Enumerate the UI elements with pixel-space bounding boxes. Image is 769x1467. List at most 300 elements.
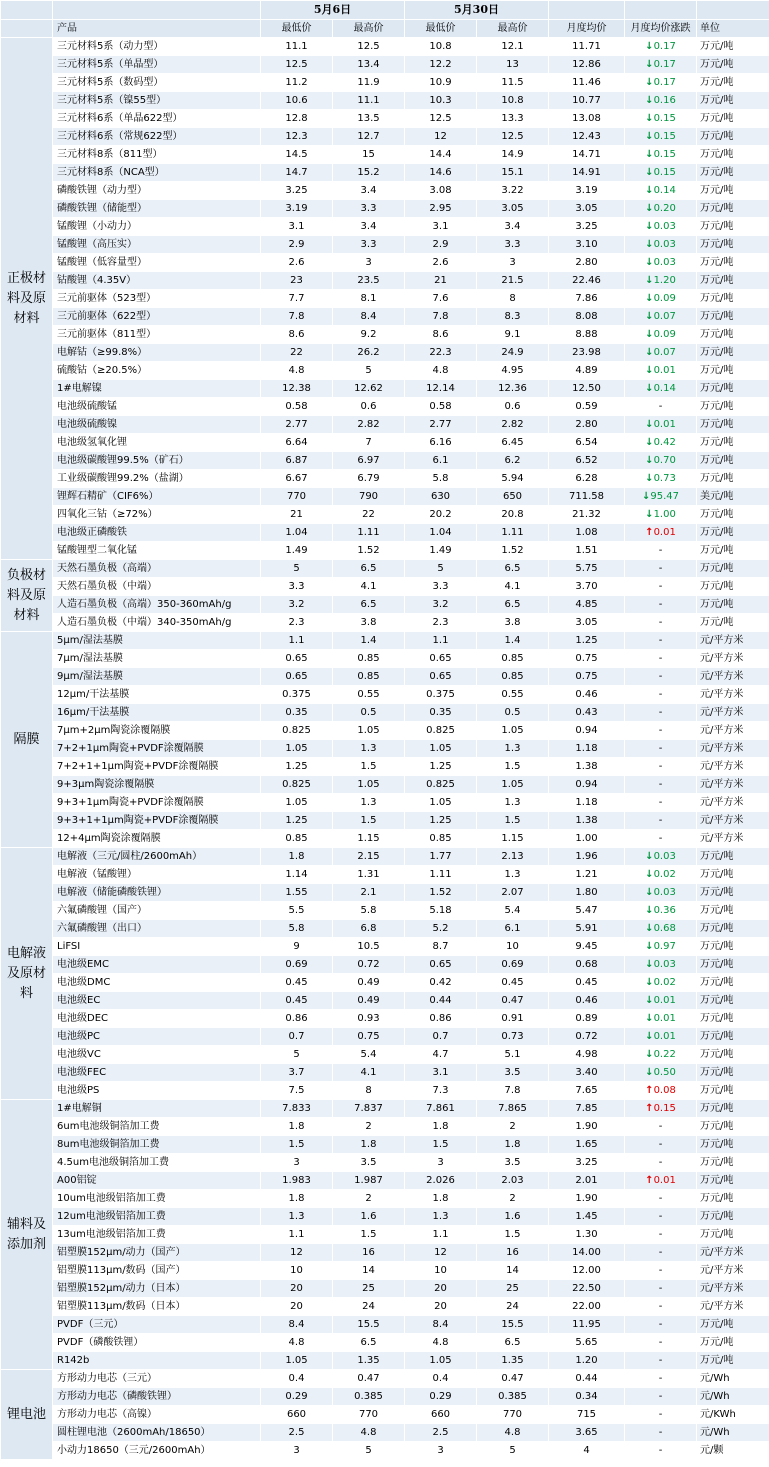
low-price-2: 0.58 (405, 398, 477, 416)
unit: 元/平方米 (697, 722, 769, 740)
high-price-1: 9.2 (333, 326, 405, 344)
monthly-change (625, 110, 697, 128)
high-price-2: 1.3 (477, 866, 549, 884)
change-value: - (658, 1445, 663, 1456)
monthly-change (625, 146, 697, 164)
arrow-down-icon: ↓ (645, 1013, 654, 1024)
high-price-1: 2 (333, 1118, 405, 1136)
monthly-change (625, 1136, 697, 1154)
high-price-1: 6.5 (333, 560, 405, 578)
table-row (1, 632, 769, 650)
high-price-2: 20.8 (477, 506, 549, 524)
monthly-avg: 12.00 (549, 1262, 625, 1280)
high-price-1: 790 (333, 488, 405, 506)
monthly-avg: 8.88 (549, 326, 625, 344)
arrow-down-icon: ↓ (645, 221, 654, 232)
monthly-change (625, 830, 697, 848)
low-price-2: 4.8 (405, 362, 477, 380)
table-row (1, 704, 769, 722)
low-price-1: 2.9 (261, 236, 333, 254)
arrow-down-icon: ↓ (645, 113, 654, 124)
high-price-2: 770 (477, 1406, 549, 1424)
high-price-2: 1.5 (477, 812, 549, 830)
low-price-1: 1.05 (261, 740, 333, 758)
header-blank (1, 20, 53, 38)
change-value: - (658, 1355, 663, 1366)
monthly-avg: 3.25 (549, 1154, 625, 1172)
change-value: 0.07 (653, 311, 676, 322)
table-row (1, 1298, 769, 1316)
monthly-change (625, 182, 697, 200)
low-price-2: 4.7 (405, 1046, 477, 1064)
low-price-1: 6.87 (261, 452, 333, 470)
product-name: 天然石墨负极（高端） (53, 560, 261, 578)
change-value: 0.73 (653, 473, 676, 484)
table-row (1, 398, 769, 416)
monthly-change (625, 218, 697, 236)
monthly-change (625, 416, 697, 434)
monthly-avg: 5.65 (549, 1334, 625, 1352)
high-price-2: 4.8 (477, 1424, 549, 1442)
change-value: - (658, 581, 663, 592)
monthly-change (625, 1226, 697, 1244)
high-price-2: 5.1 (477, 1046, 549, 1064)
high-price-1: 6.5 (333, 1334, 405, 1352)
change-value: - (658, 743, 663, 754)
arrow-down-icon: ↓ (645, 329, 654, 340)
table-row (1, 128, 769, 146)
high-price-1: 6.8 (333, 920, 405, 938)
high-price-1: 8.1 (333, 290, 405, 308)
low-price-1: 12.38 (261, 380, 333, 398)
low-price-1: 10 (261, 1262, 333, 1280)
table-row (1, 938, 769, 956)
monthly-avg: 3.10 (549, 236, 625, 254)
unit: 万元/吨 (697, 92, 769, 110)
unit: 万元/吨 (697, 56, 769, 74)
low-price-2: 1.05 (405, 1352, 477, 1370)
low-price-1: 6.67 (261, 470, 333, 488)
high-price-2: 12.5 (477, 128, 549, 146)
unit: 万元/吨 (697, 560, 769, 578)
monthly-avg: 3.40 (549, 1064, 625, 1082)
product-name: 16μm/干法基膜 (53, 704, 261, 722)
high-price-2: 0.385 (477, 1388, 549, 1406)
unit: 万元/吨 (697, 200, 769, 218)
monthly-avg: 14.91 (549, 164, 625, 182)
low-price-1: 23 (261, 272, 333, 290)
unit: 万元/吨 (697, 1028, 769, 1046)
high-price-1: 1.11 (333, 524, 405, 542)
high-price-2: 6.45 (477, 434, 549, 452)
unit: 万元/吨 (697, 380, 769, 398)
monthly-avg: 1.20 (549, 1352, 625, 1370)
low-price-2: 0.7 (405, 1028, 477, 1046)
low-price-2: 1.8 (405, 1190, 477, 1208)
arrow-down-icon: ↓ (645, 887, 654, 898)
low-price-1: 0.825 (261, 776, 333, 794)
monthly-avg: 9.45 (549, 938, 625, 956)
change-value: - (658, 599, 663, 610)
low-price-1: 1.14 (261, 866, 333, 884)
product-name: 锰酸锂（小动力） (53, 218, 261, 236)
low-price-1: 1.1 (261, 1226, 333, 1244)
arrow-down-icon: ↓ (645, 995, 654, 1006)
table-row (1, 1370, 769, 1388)
product-name: 四氧化三钴（≥72%） (53, 506, 261, 524)
unit: 元/平方米 (697, 776, 769, 794)
table-row (1, 1100, 769, 1118)
monthly-change (625, 272, 697, 290)
change-value: 0.15 (653, 149, 676, 160)
monthly-avg: 14.71 (549, 146, 625, 164)
monthly-change (625, 488, 697, 506)
monthly-avg: 22.00 (549, 1298, 625, 1316)
monthly-avg: 21.32 (549, 506, 625, 524)
product-name: LiFSI (53, 938, 261, 956)
arrow-down-icon: ↓ (645, 95, 654, 106)
high-price-1: 11.9 (333, 74, 405, 92)
low-price-2: 1.52 (405, 884, 477, 902)
low-price-1: 20 (261, 1298, 333, 1316)
monthly-avg: 12.50 (549, 380, 625, 398)
monthly-avg: 0.75 (549, 650, 625, 668)
monthly-avg: 14.00 (549, 1244, 625, 1262)
monthly-avg: 1.80 (549, 884, 625, 902)
high-price-1: 4.8 (333, 1424, 405, 1442)
low-price-2: 6.1 (405, 452, 477, 470)
arrow-down-icon: ↓ (645, 203, 654, 214)
unit: 万元/吨 (697, 920, 769, 938)
table-row (1, 1406, 769, 1424)
high-price-2: 1.05 (477, 776, 549, 794)
product-name: 电池级氢氧化锂 (53, 434, 261, 452)
change-value: 0.01 (653, 1175, 676, 1186)
low-price-1: 3 (261, 1442, 333, 1460)
change-value: 0.68 (653, 923, 676, 934)
low-price-1: 1.8 (261, 1190, 333, 1208)
unit: 万元/吨 (697, 1118, 769, 1136)
table-row (1, 740, 769, 758)
low-price-2: 7.861 (405, 1100, 477, 1118)
product-name: 12+4μm陶瓷涂覆隔膜 (53, 830, 261, 848)
low-price-2: 2.95 (405, 200, 477, 218)
monthly-avg: 11.95 (549, 1316, 625, 1334)
monthly-change (625, 542, 697, 560)
high-price-1: 7 (333, 434, 405, 452)
low-price-2: 0.825 (405, 776, 477, 794)
table-row (1, 1226, 769, 1244)
low-price-1: 2.5 (261, 1424, 333, 1442)
table-row (1, 182, 769, 200)
high-price-2: 14.9 (477, 146, 549, 164)
change-value: - (658, 1373, 663, 1384)
product-name: 圆柱锂电池（2600mAh/18650） (53, 1424, 261, 1442)
change-value: 95.47 (650, 491, 680, 502)
product-name: 人造石墨负极（中端）340-350mAh/g (53, 614, 261, 632)
product-name: 12μm/干法基膜 (53, 686, 261, 704)
monthly-change (625, 1100, 697, 1118)
category-cell: 正极材料及原材料 (1, 38, 53, 560)
low-price-2: 3 (405, 1154, 477, 1172)
category-cell: 辅料及添加剂 (1, 1100, 53, 1370)
high-price-1: 1.3 (333, 740, 405, 758)
col-monthly-avg: 月度均价 (549, 20, 625, 38)
product-name: 电池级正磷酸铁 (53, 524, 261, 542)
low-price-2: 1.25 (405, 758, 477, 776)
change-value: - (658, 1139, 663, 1150)
monthly-change (625, 848, 697, 866)
change-value: - (658, 563, 663, 574)
change-value: - (658, 635, 663, 646)
low-price-2: 0.65 (405, 668, 477, 686)
monthly-avg: 2.01 (549, 1172, 625, 1190)
monthly-avg: 12.43 (549, 128, 625, 146)
header-blank (625, 1, 697, 20)
high-price-2: 5 (477, 1442, 549, 1460)
low-price-2: 1.11 (405, 866, 477, 884)
monthly-change (625, 578, 697, 596)
high-price-2: 2 (477, 1118, 549, 1136)
change-value: 0.03 (653, 851, 676, 862)
low-price-2: 10 (405, 1262, 477, 1280)
low-price-2: 21 (405, 272, 477, 290)
monthly-avg: 5.91 (549, 920, 625, 938)
product-name: 三元材料6系（常规622型） (53, 128, 261, 146)
high-price-2: 1.6 (477, 1208, 549, 1226)
product-name: 7+2+1μm陶瓷+PVDF涂覆隔膜 (53, 740, 261, 758)
high-price-1: 0.85 (333, 650, 405, 668)
monthly-avg: 10.77 (549, 92, 625, 110)
monthly-change (625, 236, 697, 254)
monthly-change (625, 1064, 697, 1082)
high-price-2: 0.45 (477, 974, 549, 992)
low-price-1: 0.86 (261, 1010, 333, 1028)
table-row (1, 290, 769, 308)
high-price-2: 7.8 (477, 1082, 549, 1100)
low-price-1: 0.825 (261, 722, 333, 740)
high-price-1: 13.5 (333, 110, 405, 128)
table-row (1, 164, 769, 182)
monthly-change (625, 290, 697, 308)
product-name: 电池级PS (53, 1082, 261, 1100)
arrow-down-icon: ↓ (645, 941, 654, 952)
arrow-down-icon: ↓ (645, 167, 654, 178)
change-value: - (658, 797, 663, 808)
table-row (1, 92, 769, 110)
low-price-1: 1.05 (261, 1352, 333, 1370)
low-price-1: 6.64 (261, 434, 333, 452)
monthly-avg: 3.05 (549, 200, 625, 218)
table-row (1, 1280, 769, 1298)
arrow-down-icon: ↓ (645, 473, 654, 484)
high-price-2: 2.07 (477, 884, 549, 902)
monthly-avg: 22.46 (549, 272, 625, 290)
table-row (1, 1262, 769, 1280)
monthly-avg: 6.52 (549, 452, 625, 470)
high-price-1: 2.15 (333, 848, 405, 866)
table-row (1, 542, 769, 560)
low-price-1: 1.25 (261, 812, 333, 830)
low-price-1: 7.5 (261, 1082, 333, 1100)
product-name: 硫酸钴（≥20.5%） (53, 362, 261, 380)
low-price-2: 1.25 (405, 812, 477, 830)
arrow-down-icon: ↓ (645, 437, 654, 448)
low-price-2: 0.65 (405, 956, 477, 974)
low-price-2: 2.77 (405, 416, 477, 434)
low-price-2: 3.1 (405, 1064, 477, 1082)
monthly-change (625, 1190, 697, 1208)
high-price-1: 3.4 (333, 218, 405, 236)
unit: 万元/吨 (697, 1226, 769, 1244)
high-price-1: 1.5 (333, 812, 405, 830)
high-price-2: 0.69 (477, 956, 549, 974)
low-price-2: 5 (405, 560, 477, 578)
change-value: 0.09 (653, 293, 676, 304)
low-price-1: 0.65 (261, 650, 333, 668)
low-price-2: 3.1 (405, 218, 477, 236)
table-row (1, 650, 769, 668)
high-price-1: 25 (333, 1280, 405, 1298)
unit: 万元/吨 (697, 182, 769, 200)
product-name: 工业级碳酸锂99.2%（盐湖） (53, 470, 261, 488)
unit: 万元/吨 (697, 992, 769, 1010)
change-value: - (658, 617, 663, 628)
product-name: 六氟磷酸锂（出口） (53, 920, 261, 938)
product-name: 三元材料5系（动力型） (53, 38, 261, 56)
monthly-change (625, 1010, 697, 1028)
low-price-1: 0.4 (261, 1370, 333, 1388)
table-row (1, 758, 769, 776)
monthly-change (625, 1406, 697, 1424)
table-row (1, 686, 769, 704)
high-price-2: 6.1 (477, 920, 549, 938)
high-price-1: 1.52 (333, 542, 405, 560)
high-price-1: 4.1 (333, 578, 405, 596)
product-name: 12um电池级铝箔加工费 (53, 1208, 261, 1226)
low-price-1: 11.2 (261, 74, 333, 92)
category-cell: 负极材料及原材料 (1, 560, 53, 632)
monthly-avg: 22.50 (549, 1280, 625, 1298)
change-value: 0.03 (653, 239, 676, 250)
col-low-2: 最低价 (405, 20, 477, 38)
low-price-1: 8.6 (261, 326, 333, 344)
table-row (1, 830, 769, 848)
table-row (1, 560, 769, 578)
monthly-change (625, 308, 697, 326)
low-price-2: 8.4 (405, 1316, 477, 1334)
table-row (1, 74, 769, 92)
high-price-1: 7.837 (333, 1100, 405, 1118)
change-value: 0.02 (653, 977, 676, 988)
high-price-1: 15 (333, 146, 405, 164)
monthly-avg: 0.75 (549, 668, 625, 686)
high-price-2: 3.5 (477, 1154, 549, 1172)
monthly-avg: 715 (549, 1406, 625, 1424)
arrow-up-icon: ↑ (645, 1103, 654, 1114)
low-price-2: 0.65 (405, 650, 477, 668)
unit: 元/平方米 (697, 1244, 769, 1262)
high-price-2: 15.1 (477, 164, 549, 182)
monthly-avg: 0.68 (549, 956, 625, 974)
arrow-down-icon: ↓ (645, 959, 654, 970)
high-price-1: 3.3 (333, 236, 405, 254)
low-price-1: 0.29 (261, 1388, 333, 1406)
change-value: 0.03 (653, 257, 676, 268)
high-price-2: 9.1 (477, 326, 549, 344)
high-price-2: 1.4 (477, 632, 549, 650)
high-price-1: 6.97 (333, 452, 405, 470)
monthly-change (625, 1316, 697, 1334)
change-value: 0.07 (653, 347, 676, 358)
product-name: 小动力18650（三元/2600mAh） (53, 1442, 261, 1460)
high-price-2: 12.36 (477, 380, 549, 398)
unit: 元/Wh (697, 1424, 769, 1442)
table-row (1, 1190, 769, 1208)
change-value: 0.01 (653, 1013, 676, 1024)
monthly-avg: 1.21 (549, 866, 625, 884)
product-name: 10um电池级铝箔加工费 (53, 1190, 261, 1208)
unit: 万元/吨 (697, 470, 769, 488)
monthly-change (625, 92, 697, 110)
table-row (1, 1244, 769, 1262)
product-name: 9μm/湿法基膜 (53, 668, 261, 686)
high-price-2: 0.5 (477, 704, 549, 722)
table-row (1, 974, 769, 992)
low-price-2: 4.8 (405, 1334, 477, 1352)
arrow-down-icon: ↓ (645, 869, 654, 880)
table-row (1, 1028, 769, 1046)
low-price-1: 2.3 (261, 614, 333, 632)
unit: 元/平方米 (697, 1280, 769, 1298)
monthly-avg: 8.08 (549, 308, 625, 326)
low-price-1: 1.04 (261, 524, 333, 542)
low-price-1: 7.7 (261, 290, 333, 308)
product-name: 三元材料8系（811型） (53, 146, 261, 164)
high-price-2: 1.52 (477, 542, 549, 560)
high-price-2: 0.85 (477, 650, 549, 668)
change-value: 0.50 (653, 1067, 676, 1078)
product-name: 磷酸铁锂（储能型） (53, 200, 261, 218)
low-price-2: 1.1 (405, 1226, 477, 1244)
product-name: 三元前驱体（811型） (53, 326, 261, 344)
change-value: 0.01 (653, 419, 676, 430)
monthly-avg: 0.34 (549, 1388, 625, 1406)
arrow-down-icon: ↓ (645, 905, 654, 916)
table-row (1, 1172, 769, 1190)
product-name: PVDF（磷酸铁锂） (53, 1334, 261, 1352)
change-value: 0.15 (653, 113, 676, 124)
unit: 元/平方米 (697, 794, 769, 812)
high-price-2: 650 (477, 488, 549, 506)
monthly-avg: 1.38 (549, 758, 625, 776)
low-price-2: 0.29 (405, 1388, 477, 1406)
monthly-change (625, 128, 697, 146)
low-price-2: 7.6 (405, 290, 477, 308)
low-price-2: 3 (405, 1442, 477, 1460)
monthly-avg: 1.45 (549, 1208, 625, 1226)
product-name: 方形动力电芯（三元） (53, 1370, 261, 1388)
product-name: 电池级VC (53, 1046, 261, 1064)
monthly-change (625, 74, 697, 92)
header-blank (1, 1, 53, 20)
high-price-2: 1.3 (477, 740, 549, 758)
unit: 万元/吨 (697, 128, 769, 146)
arrow-down-icon: ↓ (645, 347, 654, 358)
monthly-change (625, 1442, 697, 1460)
date-2-header: 5月30日 (405, 1, 549, 20)
low-price-1: 1.983 (261, 1172, 333, 1190)
